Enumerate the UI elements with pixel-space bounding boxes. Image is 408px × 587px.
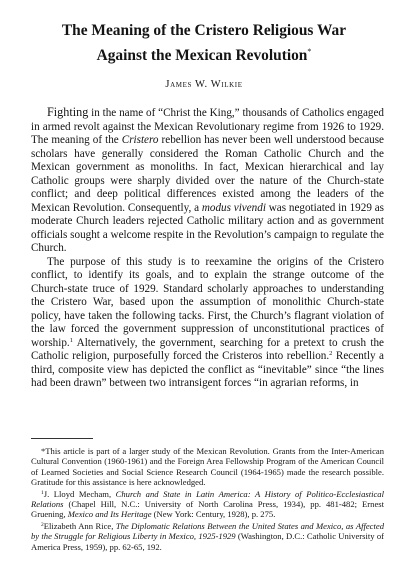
text-run: in the name of “Christ the King,” thousands of Catholics engaged in armed revolt against the Mexican Revolutionary regime from 1926 to 1929. The meaning of the <box>31 107 384 146</box>
text-run: (New York: Century, 1928), p. 275. <box>151 509 276 520</box>
body-paragraph <box>31 106 384 256</box>
text-run: (Washington, D.C.: Catholic University of America Press, 1959), pp. 62-65, 192. <box>31 531 384 552</box>
italic-text: Cristero <box>121 134 159 146</box>
footnotes-section <box>31 446 384 553</box>
article-title-line-2 <box>0 43 408 65</box>
text-run: rebellion has never been well understood because scholars have generally considered the Roman Catholic Church and the Mexican government as monoliths. In fact, Mexican hierarchical and lay Catholic groups were sharply divided over the nature of the Church-state conflict; and deep political differences existed among the leaders of the Mexican Revolution. Consequently, a <box>31 134 384 214</box>
footnote-reference: 2 <box>41 521 44 528</box>
footnote <box>31 446 384 488</box>
footnote-reference: 1 <box>69 336 73 344</box>
author-byline: James W. Wilkie <box>165 79 243 90</box>
article-title-text-1: The Meaning of the Cristero Religious War <box>61 22 347 39</box>
footnote-reference: 2 <box>329 350 333 357</box>
text-run: Recently a third, composite view has depicted the conflict as “inevitable” since “the lines had been drawn” between two intransigent forces “in agrarian reforms, in <box>31 350 384 389</box>
text-run: (Chapel Hill, N.C.: University of North Carolina Press, 1934), pp. 481-482; Ernest Gruening, <box>31 499 384 520</box>
italic-text: The Diplomatic Relations Between the United States and Mexico, as Affected by the Struggle for Religious Liberty in Mexico, 1925-1929 <box>31 520 384 542</box>
text-run: The purpose of this study is to reexamine the origins of the Cristero conflict, to identify its goals, and to explain the strange outcome of the Church-state truce of 1929. Standard scholarly approaches to understanding the Cristero War, based upon the assumption of monolithic Church-state policy, have taken the following tacks. First, the Church’s flagrant violation of the law forced the government suppression of unconstitutional practices of worship. <box>31 255 384 349</box>
italic-text: modus vivendi <box>201 201 266 214</box>
text-run: J. Lloyd Mecham, <box>43 488 116 499</box>
text-run: Elizabeth Ann Rice, <box>43 520 116 531</box>
footnote <box>31 521 384 552</box>
italic-text: Church and State in Latin America: A History of Politico-Ecclesiastical Relations <box>31 488 384 510</box>
italic-text: Mexico and Its Heritage <box>67 509 152 520</box>
body-paragraph <box>31 256 384 391</box>
footnote-reference: 1 <box>41 489 44 496</box>
text-run: Fighting <box>47 105 89 119</box>
article-body <box>31 106 384 391</box>
title-footnote-marker: * <box>307 47 312 56</box>
text-run: was negotiated in 1929 as moderate Church leaders rejected Catholic military action and as government officials sought a welcome respite in the Revolution’s campaign to regulate the Church. <box>31 201 384 254</box>
footnote-divider <box>31 438 93 439</box>
text-run: Alternatively, the government, searching for a pretext to crush the Catholic religion, purposefully forced the Cristeros into rebellion. <box>31 336 384 362</box>
article-title-line-1 <box>0 22 408 40</box>
article-title-text-2: Against the Mexican Revolution <box>96 47 308 64</box>
text-run: *This article is part of a larger study of the Mexican Revolution. Grants from the Inter-American Cultural Convention (1960-1961) and the Foreign Area Fellowship Program of the American Council of Learned Societies and Social Science Research Council (1964-1965) made the research possible. Gratitude for this assistance is here acknowledged. <box>31 446 384 488</box>
footnote <box>31 489 384 520</box>
